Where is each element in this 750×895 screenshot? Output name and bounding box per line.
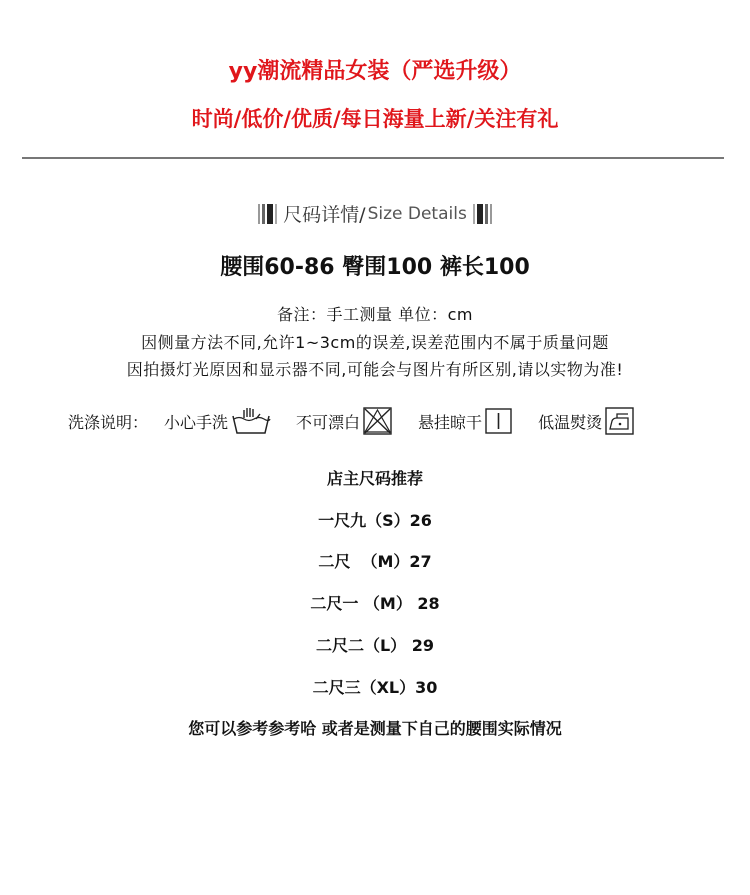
recommendation-row: 二尺一 （M） 28	[310, 594, 440, 613]
care-item-no-bleach	[296, 406, 394, 436]
care-instructions	[68, 403, 708, 439]
hand-wash-icon	[230, 406, 272, 436]
care-item-hang-dry	[418, 406, 514, 436]
care-item-hand-wash	[164, 406, 272, 436]
size-details-title-en: Size Details	[367, 203, 467, 224]
size-details-title-zh: 尺码详情/	[283, 204, 366, 226]
note-line: 备注：手工测量 单位：cm	[277, 305, 473, 324]
no-bleach-icon	[362, 406, 394, 436]
care-label: 洗涤说明：	[68, 412, 149, 432]
size-details-heading	[0, 200, 750, 227]
note-line: 因侧量方法不同,允许1~3cm的误差,误差范围内不属于质量问题	[141, 333, 609, 352]
shop-title: yy潮流精品女装（严选升级）	[228, 59, 522, 84]
hang-dry-icon	[484, 406, 514, 436]
care-item-label: 悬挂晾干	[418, 412, 483, 432]
care-item-label: 低温熨烫	[538, 412, 603, 432]
low-iron-icon	[604, 406, 636, 436]
recommendation-row: 二尺 （M）27	[318, 552, 432, 571]
footer-note: 您可以参考参考哈 或者是测量下自己的腰围实际情况	[188, 719, 562, 738]
shop-slogan: 时尚/低价/优质/每日海量上新/关注有礼	[191, 107, 559, 131]
note-line: 因拍摄灯光原因和显示器不同,可能会与图片有所区别,请以实物为准!	[126, 360, 624, 379]
care-item-label: 小心手洗	[164, 412, 229, 432]
recommendation-row: 二尺三（XL）30	[312, 678, 438, 697]
recommendation-title: 店主尺码推荐	[326, 469, 423, 488]
recommendation-row: 二尺二（L） 29	[315, 636, 435, 655]
recommendation-row: 一尺九（S）26	[318, 511, 432, 530]
care-item-label: 不可漂白	[296, 412, 361, 432]
header-divider	[22, 157, 724, 159]
measurements: 腰围60-86 臀围100 裤长100	[220, 255, 530, 280]
right-bars-icon	[473, 204, 492, 224]
left-bars-icon	[258, 204, 277, 224]
care-item-low-iron	[538, 406, 636, 436]
